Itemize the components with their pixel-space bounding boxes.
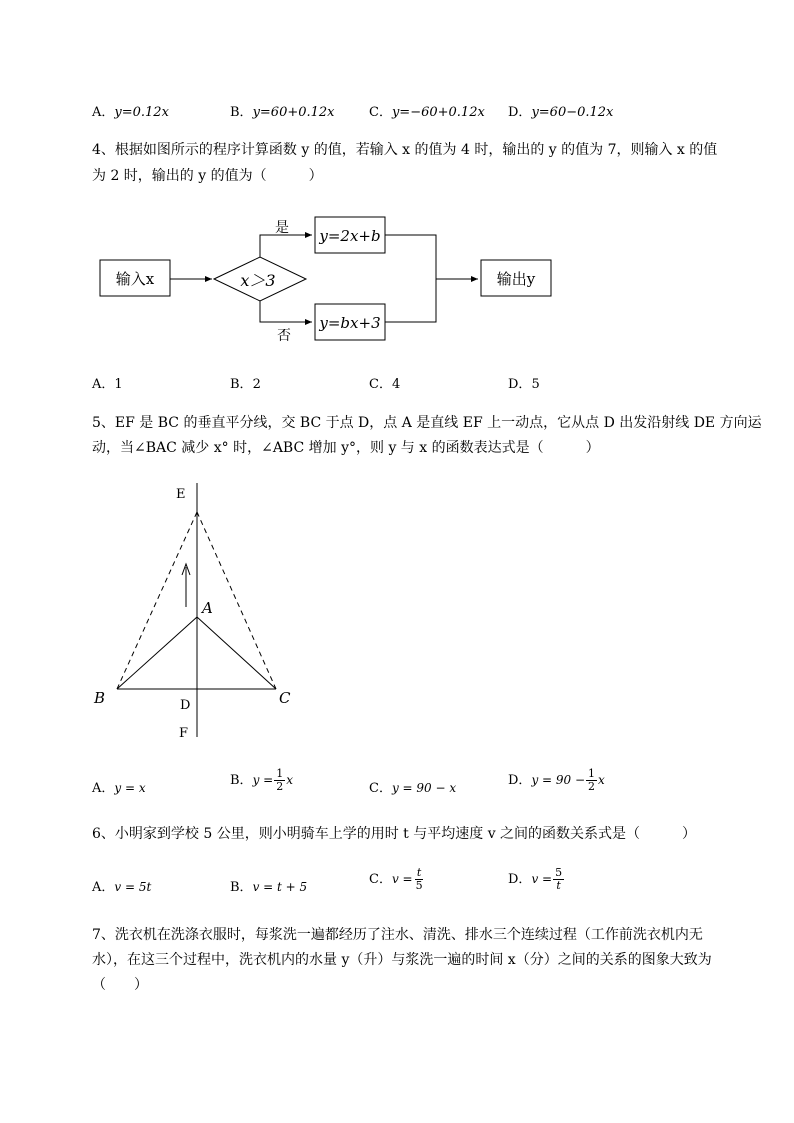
q5-option-d-denominator: 2 <box>588 780 596 793</box>
q4-stem-line2: 为 2 时，输出的 y 的值为（ ） <box>92 168 323 184</box>
q4-flowchart <box>0 200 794 350</box>
q4-option-c-value: 4 <box>391 377 401 392</box>
q3-option-d-expr: y=60−0.12x <box>531 105 614 120</box>
q5-option-b <box>230 768 293 793</box>
q5-option-d-label: D． <box>508 773 532 788</box>
figure-label-d: D <box>180 698 191 713</box>
q5-option-c-expr: y = 90 − x <box>391 781 457 795</box>
q5-option-d-pre: y = 90 − <box>531 773 586 787</box>
flow-yes-box-text: y=2x+b <box>319 227 381 245</box>
q6-option-a <box>92 876 151 895</box>
q6-option-c <box>369 867 426 892</box>
q6-option-a-expr: v = 5t <box>114 880 152 894</box>
q6-option-b <box>230 876 307 895</box>
q5-option-a-label: A． <box>92 781 115 796</box>
q4-option-c <box>369 373 400 392</box>
q6-option-a-label: A． <box>92 880 115 895</box>
q3-option-b-expr: y=60+0.12x <box>252 105 335 120</box>
q3-option-a-expr: y=0.12x <box>114 105 169 120</box>
q5-stem-line2: 动，当∠BAC 减少 x° 时，∠ABC 增加 y°，则 y 与 x 的函数表达式是（ ） <box>92 440 600 456</box>
q3-option-d-label: D． <box>508 105 532 120</box>
q4-option-b <box>230 373 261 392</box>
q4-option-b-label: B． <box>230 377 253 392</box>
figure-label-f: F <box>179 726 189 741</box>
q6-option-c-fraction <box>414 867 425 892</box>
q6-option-d-fraction <box>553 867 564 892</box>
figure-line-ba <box>117 617 197 689</box>
q5-option-d-fraction <box>586 768 597 793</box>
q4-option-a <box>92 373 123 392</box>
flow-yes-label: 是 <box>275 220 289 236</box>
q3-option-b <box>230 101 335 120</box>
q3-option-d <box>508 101 613 120</box>
q6-option-c-numerator: t <box>416 866 422 879</box>
figure-label-e: E <box>176 487 186 502</box>
flow-input-text: 输入x <box>115 270 155 288</box>
q4-option-d <box>508 373 540 392</box>
q4-option-d-value: 5 <box>531 377 540 392</box>
q4-stem-line1: 4、根据如图所示的程序计算函数 y 的值，若输入 x 的值为 4 时，输出的 y 的值为 7，则输入 x 的值 <box>92 142 718 158</box>
figure-label-b: B <box>94 689 106 707</box>
flow-decision-text: x＞3 <box>240 271 276 290</box>
q6-option-c-label: C． <box>369 872 392 887</box>
q5-option-b-fraction <box>274 768 285 793</box>
q3-option-c-expr: y=−60+0.12x <box>391 105 485 120</box>
q5-option-b-denominator: 2 <box>276 780 284 793</box>
q5-option-b-post: x <box>286 773 293 787</box>
q6-option-d-numerator: 5 <box>555 866 563 879</box>
q6-option-c-pre: v = <box>391 872 413 886</box>
q3-option-c <box>369 101 485 120</box>
q6-option-d-label: D． <box>508 872 532 887</box>
q6-option-c-denominator: 5 <box>415 879 423 892</box>
q5-option-b-label: B． <box>230 773 253 788</box>
q6-option-d-denominator: t <box>556 879 561 892</box>
q5-option-b-numerator: 1 <box>276 767 284 780</box>
q7-stem-line1: 7、洗衣机在洗涤衣服时，每浆洗一遍都经历了注水、清洗、排水三个连续过程（工作前洗衣机内无 <box>92 927 703 943</box>
figure-line-ac <box>197 617 276 689</box>
figure-label-a: A <box>202 599 213 617</box>
flow-no-box-text: y=bx+3 <box>319 314 381 332</box>
q5-option-c <box>369 777 456 796</box>
q4-option-d-label: D． <box>508 377 532 392</box>
flow-merge-line <box>385 235 436 322</box>
q5-option-d-numerator: 1 <box>588 767 596 780</box>
flow-output-text: 输出y <box>496 270 536 288</box>
q6-option-d <box>508 867 565 892</box>
q5-option-c-label: C． <box>369 781 392 796</box>
q7-stem-line2: 水），在这三个过程中，洗衣机内的水量 y（升）与浆洗一遍的时间 x（分）之间的关系的图象大致为 <box>92 952 712 968</box>
q7-stem-line3: （ ） <box>92 977 148 993</box>
q4-option-c-label: C． <box>369 377 392 392</box>
q6-option-d-pre: v = <box>531 872 553 886</box>
q3-option-a <box>92 101 169 120</box>
figure-label-c: C <box>279 689 291 707</box>
q3-option-c-label: C． <box>369 105 392 120</box>
q5-option-b-pre: y = <box>252 773 274 787</box>
flow-no-label: 否 <box>277 328 291 344</box>
flow-arrow-no <box>260 301 312 322</box>
q6-stem: 6、小明家到学校 5 公里，则小明骑车上学的用时 t 与平均速度 v 之间的函数关系式是（ ） <box>92 826 697 842</box>
q3-option-b-label: B． <box>230 105 253 120</box>
q5-figure <box>0 475 794 745</box>
q4-option-b-value: 2 <box>252 377 261 392</box>
q5-option-d-post: x <box>598 773 605 787</box>
q4-option-a-value: 1 <box>114 377 123 392</box>
q5-stem-line1: 5、EF 是 BC 的垂直平分线，交 BC 于点 D，点 A 是直线 EF 上一动点，它从点 D 出发沿射线 DE 方向运 <box>92 415 762 431</box>
q5-option-a <box>92 777 146 796</box>
q4-option-a-label: A． <box>92 377 115 392</box>
q3-option-a-label: A． <box>92 105 115 120</box>
flow-arrow-yes <box>260 235 312 257</box>
q5-option-a-expr: y = x <box>114 781 146 795</box>
q6-option-b-label: B． <box>230 880 253 895</box>
q6-option-b-expr: v = t + 5 <box>252 880 308 894</box>
figure-dashed-be <box>117 512 197 689</box>
q5-option-d <box>508 768 605 793</box>
